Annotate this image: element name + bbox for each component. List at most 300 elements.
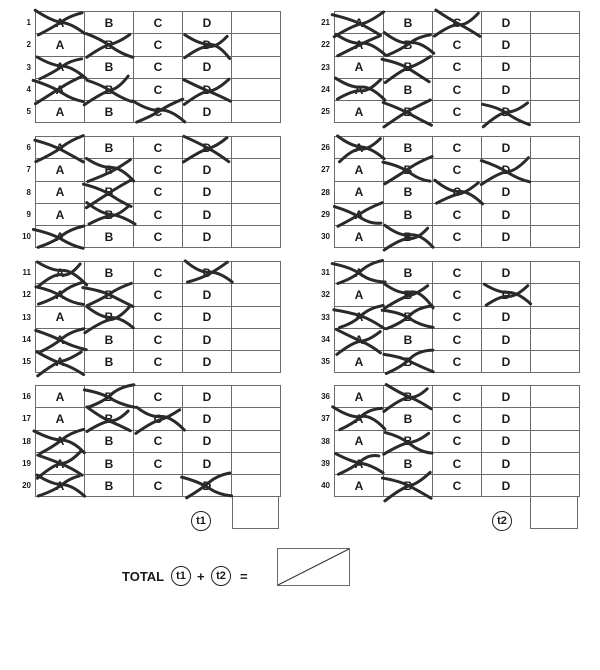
answer-option-b[interactable] bbox=[383, 203, 433, 226]
answer-option-c[interactable] bbox=[133, 306, 183, 329]
answer-option-a[interactable] bbox=[35, 225, 85, 248]
question-number: 18 bbox=[22, 436, 31, 446]
score-cell[interactable] bbox=[231, 430, 281, 453]
option-letter: C bbox=[153, 15, 163, 30]
answer-option-a[interactable] bbox=[35, 261, 85, 284]
answer-option-a[interactable] bbox=[35, 100, 85, 123]
score-cell[interactable] bbox=[231, 78, 281, 101]
option-letter: B bbox=[403, 185, 413, 200]
answer-option-a[interactable] bbox=[334, 283, 384, 306]
score-cell[interactable] bbox=[530, 261, 580, 284]
answer-option-a[interactable] bbox=[334, 203, 384, 226]
answer-option-b[interactable] bbox=[84, 474, 134, 497]
answer-option-b[interactable] bbox=[84, 407, 134, 430]
answer-option-c[interactable] bbox=[133, 11, 183, 34]
option-letter: A bbox=[354, 37, 364, 52]
answer-option-b[interactable] bbox=[383, 261, 433, 284]
score-cell[interactable] bbox=[530, 452, 580, 475]
answer-option-b[interactable] bbox=[84, 78, 134, 101]
answer-option-c[interactable] bbox=[133, 430, 183, 453]
question-number: 34 bbox=[321, 334, 330, 344]
answer-option-c[interactable] bbox=[133, 407, 183, 430]
option-letter: A bbox=[55, 287, 65, 302]
score-cell[interactable] bbox=[530, 56, 580, 79]
answer-option-d[interactable] bbox=[481, 407, 531, 430]
option-letter: B bbox=[104, 185, 114, 200]
score-cell[interactable] bbox=[231, 11, 281, 34]
answer-option-d[interactable] bbox=[182, 261, 232, 284]
answer-option-a[interactable] bbox=[35, 33, 85, 56]
answer-option-c[interactable] bbox=[133, 225, 183, 248]
answer-option-c[interactable] bbox=[432, 158, 482, 181]
option-letter: D bbox=[202, 389, 212, 404]
answer-option-c[interactable] bbox=[133, 350, 183, 373]
answer-option-d[interactable] bbox=[182, 283, 232, 306]
answer-option-c[interactable] bbox=[432, 350, 482, 373]
answer-option-a[interactable] bbox=[35, 474, 85, 497]
score-cell[interactable] bbox=[231, 474, 281, 497]
answer-option-d[interactable] bbox=[182, 136, 232, 159]
option-letter: D bbox=[202, 434, 212, 449]
score-cell[interactable] bbox=[231, 452, 281, 475]
answer-option-a[interactable] bbox=[35, 203, 85, 226]
option-letter: A bbox=[354, 411, 364, 426]
question-number: 32 bbox=[321, 290, 330, 300]
answer-option-c[interactable] bbox=[133, 385, 183, 408]
score-cell[interactable] bbox=[231, 136, 281, 159]
answer-option-a[interactable] bbox=[35, 385, 85, 408]
option-letter: B bbox=[403, 207, 413, 222]
option-letter: A bbox=[55, 332, 65, 347]
option-letter: C bbox=[452, 229, 462, 244]
answer-option-b[interactable] bbox=[383, 158, 433, 181]
answer-option-c[interactable] bbox=[432, 136, 482, 159]
answer-option-b[interactable] bbox=[84, 100, 134, 123]
subtotal-label-t2: t2 bbox=[492, 511, 512, 531]
option-letter: B bbox=[104, 411, 114, 426]
option-letter: D bbox=[202, 82, 212, 97]
score-cell[interactable] bbox=[530, 283, 580, 306]
answer-option-c[interactable] bbox=[133, 261, 183, 284]
answer-option-b[interactable] bbox=[84, 11, 134, 34]
option-letter: C bbox=[153, 456, 163, 471]
option-letter: B bbox=[403, 411, 413, 426]
option-letter: D bbox=[501, 389, 511, 404]
answer-option-c[interactable] bbox=[432, 328, 482, 351]
answer-option-b[interactable] bbox=[84, 306, 134, 329]
answer-option-d[interactable] bbox=[182, 100, 232, 123]
answer-option-d[interactable] bbox=[182, 181, 232, 204]
question-number: 26 bbox=[321, 143, 330, 152]
answer-option-a[interactable] bbox=[334, 452, 384, 475]
answer-option-a[interactable] bbox=[334, 430, 384, 453]
score-cell[interactable] bbox=[231, 306, 281, 329]
option-letter: B bbox=[104, 310, 114, 325]
answer-option-c[interactable] bbox=[432, 430, 482, 453]
answer-option-a[interactable] bbox=[35, 181, 85, 204]
answer-option-d[interactable] bbox=[182, 350, 232, 373]
answer-option-d[interactable] bbox=[182, 407, 232, 430]
option-letter: C bbox=[452, 478, 462, 493]
answer-option-c[interactable] bbox=[133, 283, 183, 306]
option-letter: C bbox=[153, 37, 163, 52]
answer-option-d[interactable] bbox=[481, 33, 531, 56]
option-letter: D bbox=[202, 354, 212, 369]
answer-option-c[interactable] bbox=[432, 261, 482, 284]
answer-option-d[interactable] bbox=[182, 11, 232, 34]
answer-option-c[interactable] bbox=[133, 33, 183, 56]
score-cell[interactable] bbox=[231, 350, 281, 373]
answer-option-c[interactable] bbox=[432, 407, 482, 430]
option-letter: C bbox=[153, 411, 163, 426]
answer-option-a[interactable] bbox=[334, 350, 384, 373]
answer-option-a[interactable] bbox=[334, 306, 384, 329]
option-letter: C bbox=[153, 60, 163, 75]
score-cell[interactable] bbox=[231, 100, 281, 123]
option-letter: B bbox=[104, 207, 114, 222]
answer-option-d[interactable] bbox=[182, 452, 232, 475]
answer-option-c[interactable] bbox=[432, 306, 482, 329]
answer-option-a[interactable] bbox=[35, 407, 85, 430]
answer-option-a[interactable] bbox=[334, 328, 384, 351]
answer-option-c[interactable] bbox=[432, 452, 482, 475]
answer-option-a[interactable] bbox=[35, 78, 85, 101]
answer-option-d[interactable] bbox=[481, 452, 531, 475]
answer-option-b[interactable] bbox=[383, 350, 433, 373]
answer-option-d[interactable] bbox=[182, 306, 232, 329]
answer-option-c[interactable] bbox=[432, 385, 482, 408]
score-cell[interactable] bbox=[231, 261, 281, 284]
answer-option-c[interactable] bbox=[133, 56, 183, 79]
answer-option-d[interactable] bbox=[182, 203, 232, 226]
option-letter: A bbox=[354, 60, 364, 75]
answer-option-a[interactable] bbox=[35, 452, 85, 475]
question-number: 25 bbox=[321, 107, 330, 117]
score-cell[interactable] bbox=[530, 474, 580, 497]
option-letter: B bbox=[403, 389, 413, 404]
option-letter: D bbox=[501, 310, 511, 325]
total-t2-circle: t2 bbox=[211, 566, 231, 586]
option-letter: C bbox=[153, 185, 163, 200]
option-letter: D bbox=[501, 207, 511, 222]
option-letter: B bbox=[403, 15, 413, 30]
answer-option-c[interactable] bbox=[432, 225, 482, 248]
option-letter: C bbox=[153, 162, 163, 177]
score-cell[interactable] bbox=[530, 385, 580, 408]
option-letter: B bbox=[403, 82, 413, 97]
question-number: 10 bbox=[22, 232, 31, 242]
answer-option-a[interactable] bbox=[35, 11, 85, 34]
question-number: 33 bbox=[321, 312, 330, 322]
option-letter: A bbox=[55, 456, 65, 471]
answer-option-c[interactable] bbox=[432, 78, 482, 101]
answer-option-c[interactable] bbox=[432, 11, 482, 34]
answer-option-d[interactable] bbox=[481, 283, 531, 306]
option-letter: B bbox=[104, 332, 114, 347]
option-letter: B bbox=[104, 478, 114, 493]
answer-option-d[interactable] bbox=[481, 203, 531, 226]
answer-option-c[interactable] bbox=[133, 100, 183, 123]
answer-option-b[interactable] bbox=[383, 328, 433, 351]
answer-option-d[interactable] bbox=[481, 56, 531, 79]
score-cell[interactable] bbox=[530, 158, 580, 181]
answer-option-c[interactable] bbox=[432, 474, 482, 497]
answer-option-a[interactable] bbox=[35, 136, 85, 159]
answer-option-d[interactable] bbox=[481, 350, 531, 373]
answer-option-d[interactable] bbox=[481, 11, 531, 34]
question-number: 21 bbox=[321, 18, 330, 27]
answer-option-c[interactable] bbox=[432, 33, 482, 56]
question-number: 6 bbox=[26, 143, 31, 152]
option-letter: C bbox=[452, 207, 462, 222]
answer-option-b[interactable] bbox=[84, 33, 134, 56]
option-letter: A bbox=[354, 265, 364, 280]
answer-option-b[interactable] bbox=[383, 452, 433, 475]
score-cell[interactable] bbox=[530, 328, 580, 351]
option-letter: A bbox=[354, 185, 364, 200]
score-cell[interactable] bbox=[530, 350, 580, 373]
option-letter: D bbox=[202, 140, 212, 155]
option-letter: C bbox=[153, 478, 163, 493]
answer-option-b[interactable] bbox=[84, 56, 134, 79]
score-cell[interactable] bbox=[231, 385, 281, 408]
answer-option-d[interactable] bbox=[182, 56, 232, 79]
option-letter: C bbox=[153, 332, 163, 347]
answer-option-a[interactable] bbox=[334, 136, 384, 159]
plus-sign: + bbox=[197, 569, 205, 584]
answer-option-d[interactable] bbox=[481, 225, 531, 248]
answer-option-a[interactable] bbox=[35, 350, 85, 373]
answer-option-b[interactable] bbox=[84, 158, 134, 181]
subtotal-box-t1[interactable] bbox=[232, 496, 279, 529]
answer-option-d[interactable] bbox=[481, 100, 531, 123]
answer-option-a[interactable] bbox=[334, 33, 384, 56]
option-letter: D bbox=[501, 287, 511, 302]
score-cell[interactable] bbox=[530, 306, 580, 329]
answer-option-c[interactable] bbox=[133, 474, 183, 497]
answer-option-b[interactable] bbox=[383, 78, 433, 101]
answer-option-c[interactable] bbox=[133, 158, 183, 181]
option-letter: A bbox=[55, 389, 65, 404]
answer-option-c[interactable] bbox=[432, 56, 482, 79]
score-cell[interactable] bbox=[530, 78, 580, 101]
answer-option-c[interactable] bbox=[133, 452, 183, 475]
option-letter: B bbox=[403, 104, 413, 119]
answer-option-a[interactable] bbox=[334, 56, 384, 79]
answer-option-a[interactable] bbox=[334, 78, 384, 101]
answer-option-d[interactable] bbox=[481, 474, 531, 497]
answer-option-b[interactable] bbox=[383, 225, 433, 248]
answer-option-b[interactable] bbox=[84, 452, 134, 475]
option-letter: B bbox=[104, 60, 114, 75]
score-cell[interactable] bbox=[530, 181, 580, 204]
answer-option-b[interactable] bbox=[383, 430, 433, 453]
answer-option-a[interactable] bbox=[35, 306, 85, 329]
answer-option-d[interactable] bbox=[481, 385, 531, 408]
score-cell[interactable] bbox=[530, 136, 580, 159]
answer-option-a[interactable] bbox=[334, 181, 384, 204]
option-letter: D bbox=[202, 456, 212, 471]
answer-option-a[interactable] bbox=[35, 56, 85, 79]
answer-option-a[interactable] bbox=[334, 11, 384, 34]
answer-option-d[interactable] bbox=[481, 158, 531, 181]
subtotal-label-t1: t1 bbox=[191, 511, 211, 531]
option-letter: A bbox=[354, 229, 364, 244]
score-cell[interactable] bbox=[530, 100, 580, 123]
answer-option-d[interactable] bbox=[182, 158, 232, 181]
score-cell[interactable] bbox=[530, 11, 580, 34]
answer-option-b[interactable] bbox=[84, 430, 134, 453]
answer-option-b[interactable] bbox=[383, 385, 433, 408]
option-letter: D bbox=[501, 478, 511, 493]
option-letter: C bbox=[452, 310, 462, 325]
answer-option-d[interactable] bbox=[182, 78, 232, 101]
option-letter: A bbox=[55, 354, 65, 369]
answer-option-b[interactable] bbox=[383, 100, 433, 123]
question-number: 23 bbox=[321, 62, 330, 72]
question-number: 13 bbox=[22, 312, 31, 322]
score-cell[interactable] bbox=[231, 407, 281, 430]
question-number: 11 bbox=[22, 268, 31, 277]
score-cell[interactable] bbox=[530, 203, 580, 226]
answer-option-d[interactable] bbox=[182, 474, 232, 497]
answer-option-a[interactable] bbox=[334, 385, 384, 408]
answer-option-b[interactable] bbox=[383, 181, 433, 204]
score-cell[interactable] bbox=[530, 225, 580, 248]
score-cell[interactable] bbox=[530, 33, 580, 56]
answer-option-a[interactable] bbox=[35, 430, 85, 453]
answer-option-b[interactable] bbox=[383, 474, 433, 497]
answer-option-a[interactable] bbox=[35, 283, 85, 306]
option-letter: A bbox=[354, 478, 364, 493]
answer-option-b[interactable] bbox=[84, 203, 134, 226]
option-letter: B bbox=[104, 15, 114, 30]
score-cell[interactable] bbox=[231, 283, 281, 306]
answer-option-b[interactable] bbox=[383, 407, 433, 430]
answer-option-b[interactable] bbox=[383, 283, 433, 306]
answer-option-b[interactable] bbox=[84, 225, 134, 248]
answer-option-c[interactable] bbox=[133, 136, 183, 159]
answer-option-d[interactable] bbox=[481, 181, 531, 204]
option-letter: B bbox=[403, 229, 413, 244]
answer-option-c[interactable] bbox=[432, 100, 482, 123]
answer-option-c[interactable] bbox=[432, 181, 482, 204]
option-letter: C bbox=[153, 310, 163, 325]
answer-option-b[interactable] bbox=[383, 33, 433, 56]
answer-option-b[interactable] bbox=[383, 56, 433, 79]
score-cell[interactable] bbox=[231, 56, 281, 79]
option-letter: B bbox=[104, 434, 114, 449]
answer-option-b[interactable] bbox=[383, 136, 433, 159]
answer-option-d[interactable] bbox=[182, 33, 232, 56]
option-letter: D bbox=[501, 37, 511, 52]
answer-option-c[interactable] bbox=[432, 283, 482, 306]
score-cell[interactable] bbox=[231, 33, 281, 56]
option-letter: D bbox=[501, 229, 511, 244]
answer-option-a[interactable] bbox=[35, 158, 85, 181]
answer-option-b[interactable] bbox=[84, 328, 134, 351]
option-letter: C bbox=[452, 82, 462, 97]
option-letter: A bbox=[354, 332, 364, 347]
answer-option-d[interactable] bbox=[182, 328, 232, 351]
answer-option-d[interactable] bbox=[481, 78, 531, 101]
total-label: TOTAL bbox=[122, 569, 165, 584]
option-letter: C bbox=[452, 354, 462, 369]
answer-option-c[interactable] bbox=[133, 203, 183, 226]
option-letter: B bbox=[104, 140, 114, 155]
answer-option-a[interactable] bbox=[334, 407, 384, 430]
option-letter: A bbox=[55, 265, 65, 280]
option-letter: C bbox=[153, 265, 163, 280]
score-cell[interactable] bbox=[231, 203, 281, 226]
answer-option-d[interactable] bbox=[481, 306, 531, 329]
option-letter: C bbox=[452, 104, 462, 119]
score-cell[interactable] bbox=[530, 407, 580, 430]
answer-option-a[interactable] bbox=[334, 261, 384, 284]
score-cell[interactable] bbox=[530, 430, 580, 453]
option-letter: D bbox=[501, 104, 511, 119]
answer-option-c[interactable] bbox=[133, 181, 183, 204]
option-letter: C bbox=[153, 287, 163, 302]
option-letter: A bbox=[55, 140, 65, 155]
answer-option-d[interactable] bbox=[481, 261, 531, 284]
option-letter: D bbox=[202, 478, 212, 493]
option-letter: B bbox=[104, 82, 114, 97]
score-cell[interactable] bbox=[231, 158, 281, 181]
total-score-box[interactable] bbox=[277, 548, 350, 586]
score-cell[interactable] bbox=[231, 225, 281, 248]
answer-option-b[interactable] bbox=[84, 261, 134, 284]
question-number: 15 bbox=[22, 357, 31, 367]
option-letter: C bbox=[452, 287, 462, 302]
answer-option-b[interactable] bbox=[84, 136, 134, 159]
answer-option-d[interactable] bbox=[481, 328, 531, 351]
answer-option-b[interactable] bbox=[383, 306, 433, 329]
answer-option-d[interactable] bbox=[481, 136, 531, 159]
option-letter: C bbox=[452, 411, 462, 426]
answer-option-b[interactable] bbox=[383, 11, 433, 34]
answer-option-a[interactable] bbox=[35, 328, 85, 351]
answer-option-a[interactable] bbox=[334, 474, 384, 497]
answer-option-b[interactable] bbox=[84, 350, 134, 373]
option-letter: A bbox=[55, 82, 65, 97]
answer-option-b[interactable] bbox=[84, 385, 134, 408]
answer-option-a[interactable] bbox=[334, 158, 384, 181]
score-cell[interactable] bbox=[231, 328, 281, 351]
answer-option-b[interactable] bbox=[84, 181, 134, 204]
option-letter: C bbox=[452, 389, 462, 404]
answer-option-c[interactable] bbox=[133, 78, 183, 101]
answer-option-d[interactable] bbox=[182, 430, 232, 453]
option-letter: D bbox=[202, 332, 212, 347]
subtotal-box-t2[interactable] bbox=[530, 496, 578, 529]
question-number: 36 bbox=[321, 392, 330, 401]
option-letter: D bbox=[202, 265, 212, 280]
option-letter: A bbox=[55, 37, 65, 52]
answer-option-d[interactable] bbox=[481, 430, 531, 453]
answer-option-d[interactable] bbox=[182, 385, 232, 408]
score-cell[interactable] bbox=[231, 181, 281, 204]
answer-option-c[interactable] bbox=[432, 203, 482, 226]
answer-option-a[interactable] bbox=[334, 225, 384, 248]
answer-option-a[interactable] bbox=[334, 100, 384, 123]
option-letter: D bbox=[202, 37, 212, 52]
answer-option-d[interactable] bbox=[182, 225, 232, 248]
answer-option-c[interactable] bbox=[133, 328, 183, 351]
answer-option-b[interactable] bbox=[84, 283, 134, 306]
option-letter: D bbox=[202, 411, 212, 426]
option-letter: B bbox=[403, 354, 413, 369]
